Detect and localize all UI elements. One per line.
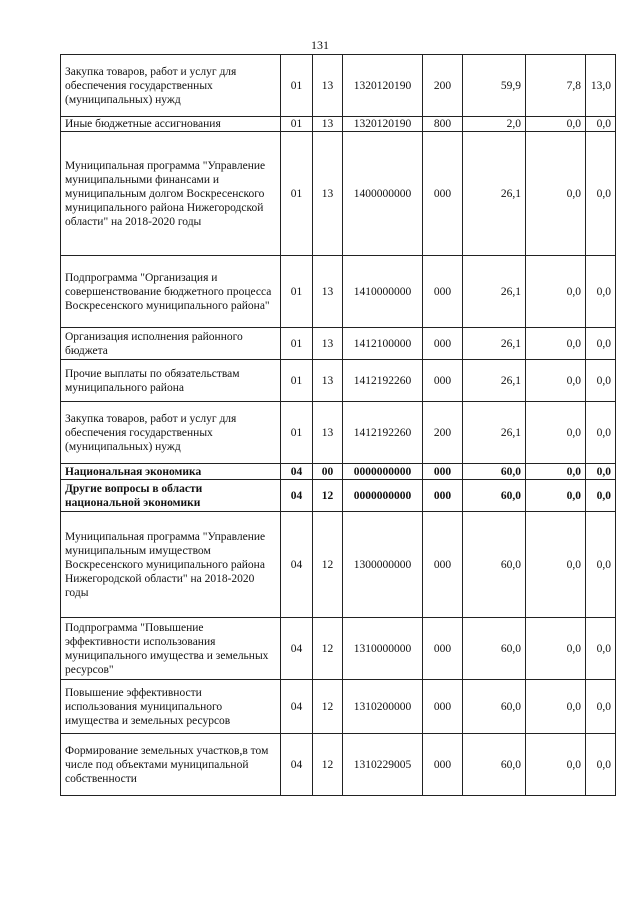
expense-type-code: 000	[423, 328, 463, 360]
target-article-code: 0000000000	[343, 480, 423, 512]
amount-year-3: 0,0	[586, 680, 616, 734]
amount-year-1: 60,0	[463, 680, 526, 734]
amount-year-2: 0,0	[526, 480, 586, 512]
item-name: Иные бюджетные ассигнования	[61, 117, 281, 132]
amount-year-2: 0,0	[526, 256, 586, 328]
amount-year-1: 60,0	[463, 512, 526, 618]
section-code: 04	[281, 512, 313, 618]
amount-year-2: 0,0	[526, 512, 586, 618]
budget-table-body	[61, 55, 616, 796]
amount-year-2: 0,0	[526, 328, 586, 360]
expense-type-code: 800	[423, 117, 463, 132]
section-code: 04	[281, 618, 313, 680]
section-code: 01	[281, 402, 313, 464]
table-row	[61, 328, 616, 360]
table-row	[61, 132, 616, 256]
table-row	[61, 680, 616, 734]
target-article-code: 1400000000	[343, 132, 423, 256]
subsection-code: 13	[313, 256, 343, 328]
amount-year-1: 26,1	[463, 360, 526, 402]
section-code: 01	[281, 55, 313, 117]
amount-year-3: 0,0	[586, 512, 616, 618]
amount-year-1: 26,1	[463, 402, 526, 464]
amount-year-1: 26,1	[463, 328, 526, 360]
amount-year-2: 0,0	[526, 402, 586, 464]
item-name: Национальная экономика	[61, 464, 281, 480]
expense-type-code: 000	[423, 464, 463, 480]
expense-type-code: 000	[423, 480, 463, 512]
subsection-code: 13	[313, 360, 343, 402]
target-article-code: 1320120190	[343, 55, 423, 117]
section-code: 04	[281, 680, 313, 734]
item-name: Повышение эффективности использования муниципального имущества и земельных ресурсов	[61, 680, 281, 734]
budget-table	[60, 54, 616, 796]
subsection-code: 13	[313, 402, 343, 464]
amount-year-1: 26,1	[463, 132, 526, 256]
section-code: 01	[281, 256, 313, 328]
table-row	[61, 480, 616, 512]
amount-year-1: 26,1	[463, 256, 526, 328]
target-article-code: 1310000000	[343, 618, 423, 680]
target-article-code: 1320120190	[343, 117, 423, 132]
subsection-code: 13	[313, 132, 343, 256]
amount-year-3: 0,0	[586, 734, 616, 796]
expense-type-code: 000	[423, 680, 463, 734]
amount-year-1: 2,0	[463, 117, 526, 132]
amount-year-2: 0,0	[526, 680, 586, 734]
section-code: 04	[281, 464, 313, 480]
page-number: 131	[311, 38, 329, 52]
amount-year-2: 7,8	[526, 55, 586, 117]
expense-type-code: 200	[423, 55, 463, 117]
item-name: Подпрограмма "Организация и совершенствование бюджетного процесса Воскресенского муниципального района"	[61, 256, 281, 328]
table-row	[61, 360, 616, 402]
table-row	[61, 464, 616, 480]
expense-type-code: 000	[423, 256, 463, 328]
amount-year-3: 0,0	[586, 480, 616, 512]
target-article-code: 1300000000	[343, 512, 423, 618]
amount-year-3: 0,0	[586, 402, 616, 464]
target-article-code: 1410000000	[343, 256, 423, 328]
expense-type-code: 000	[423, 618, 463, 680]
subsection-code: 12	[313, 680, 343, 734]
subsection-code: 13	[313, 328, 343, 360]
subsection-code: 12	[313, 618, 343, 680]
subsection-code: 00	[313, 464, 343, 480]
section-code: 01	[281, 117, 313, 132]
table-row	[61, 734, 616, 796]
subsection-code: 12	[313, 734, 343, 796]
section-code: 01	[281, 360, 313, 402]
target-article-code: 1412192260	[343, 402, 423, 464]
amount-year-1: 60,0	[463, 480, 526, 512]
amount-year-1: 60,0	[463, 734, 526, 796]
item-name: Закупка товаров, работ и услуг для обеспечения государственных (муниципальных) нужд	[61, 55, 281, 117]
item-name: Организация исполнения районного бюджета	[61, 328, 281, 360]
amount-year-3: 0,0	[586, 464, 616, 480]
item-name: Подпрограмма "Повышение эффективности использования муниципального имущества и земельных ресурсов"	[61, 618, 281, 680]
expense-type-code: 000	[423, 512, 463, 618]
section-code: 01	[281, 328, 313, 360]
amount-year-2: 0,0	[526, 117, 586, 132]
section-code: 04	[281, 480, 313, 512]
expense-type-code: 000	[423, 360, 463, 402]
subsection-code: 13	[313, 55, 343, 117]
target-article-code: 1310229005	[343, 734, 423, 796]
amount-year-2: 0,0	[526, 360, 586, 402]
amount-year-2: 0,0	[526, 132, 586, 256]
subsection-code: 13	[313, 117, 343, 132]
subsection-code: 12	[313, 512, 343, 618]
item-name: Прочие выплаты по обязательствам муниципального района	[61, 360, 281, 402]
target-article-code: 1412100000	[343, 328, 423, 360]
table-row	[61, 618, 616, 680]
item-name: Формирование земельных участков,в том числе под объектами муниципальной собственности	[61, 734, 281, 796]
table-row	[61, 117, 616, 132]
amount-year-3: 0,0	[586, 360, 616, 402]
amount-year-3: 0,0	[586, 256, 616, 328]
target-article-code: 0000000000	[343, 464, 423, 480]
amount-year-2: 0,0	[526, 464, 586, 480]
table-row	[61, 256, 616, 328]
amount-year-3: 13,0	[586, 55, 616, 117]
table-row	[61, 402, 616, 464]
amount-year-1: 60,0	[463, 618, 526, 680]
amount-year-1: 60,0	[463, 464, 526, 480]
expense-type-code: 000	[423, 734, 463, 796]
amount-year-3: 0,0	[586, 132, 616, 256]
expense-type-code: 000	[423, 132, 463, 256]
target-article-code: 1310200000	[343, 680, 423, 734]
subsection-code: 12	[313, 480, 343, 512]
amount-year-3: 0,0	[586, 618, 616, 680]
section-code: 01	[281, 132, 313, 256]
expense-type-code: 200	[423, 402, 463, 464]
amount-year-2: 0,0	[526, 618, 586, 680]
target-article-code: 1412192260	[343, 360, 423, 402]
amount-year-3: 0,0	[586, 328, 616, 360]
amount-year-2: 0,0	[526, 734, 586, 796]
item-name: Другие вопросы в области национальной экономики	[61, 480, 281, 512]
section-code: 04	[281, 734, 313, 796]
amount-year-1: 59,9	[463, 55, 526, 117]
table-row	[61, 55, 616, 117]
amount-year-3: 0,0	[586, 117, 616, 132]
item-name: Муниципальная программа "Управление муниципальными финансами и муниципальным долгом Воскресенского муниципального района Нижегородской области" на 2018-2020 годы	[61, 132, 281, 256]
item-name: Закупка товаров, работ и услуг для обеспечения государственных (муниципальных) нужд	[61, 402, 281, 464]
table-row	[61, 512, 616, 618]
item-name: Муниципальная программа "Управление муниципальным имуществом Воскресенского муниципального района Нижегородской области" на 2018-2020 годы	[61, 512, 281, 618]
